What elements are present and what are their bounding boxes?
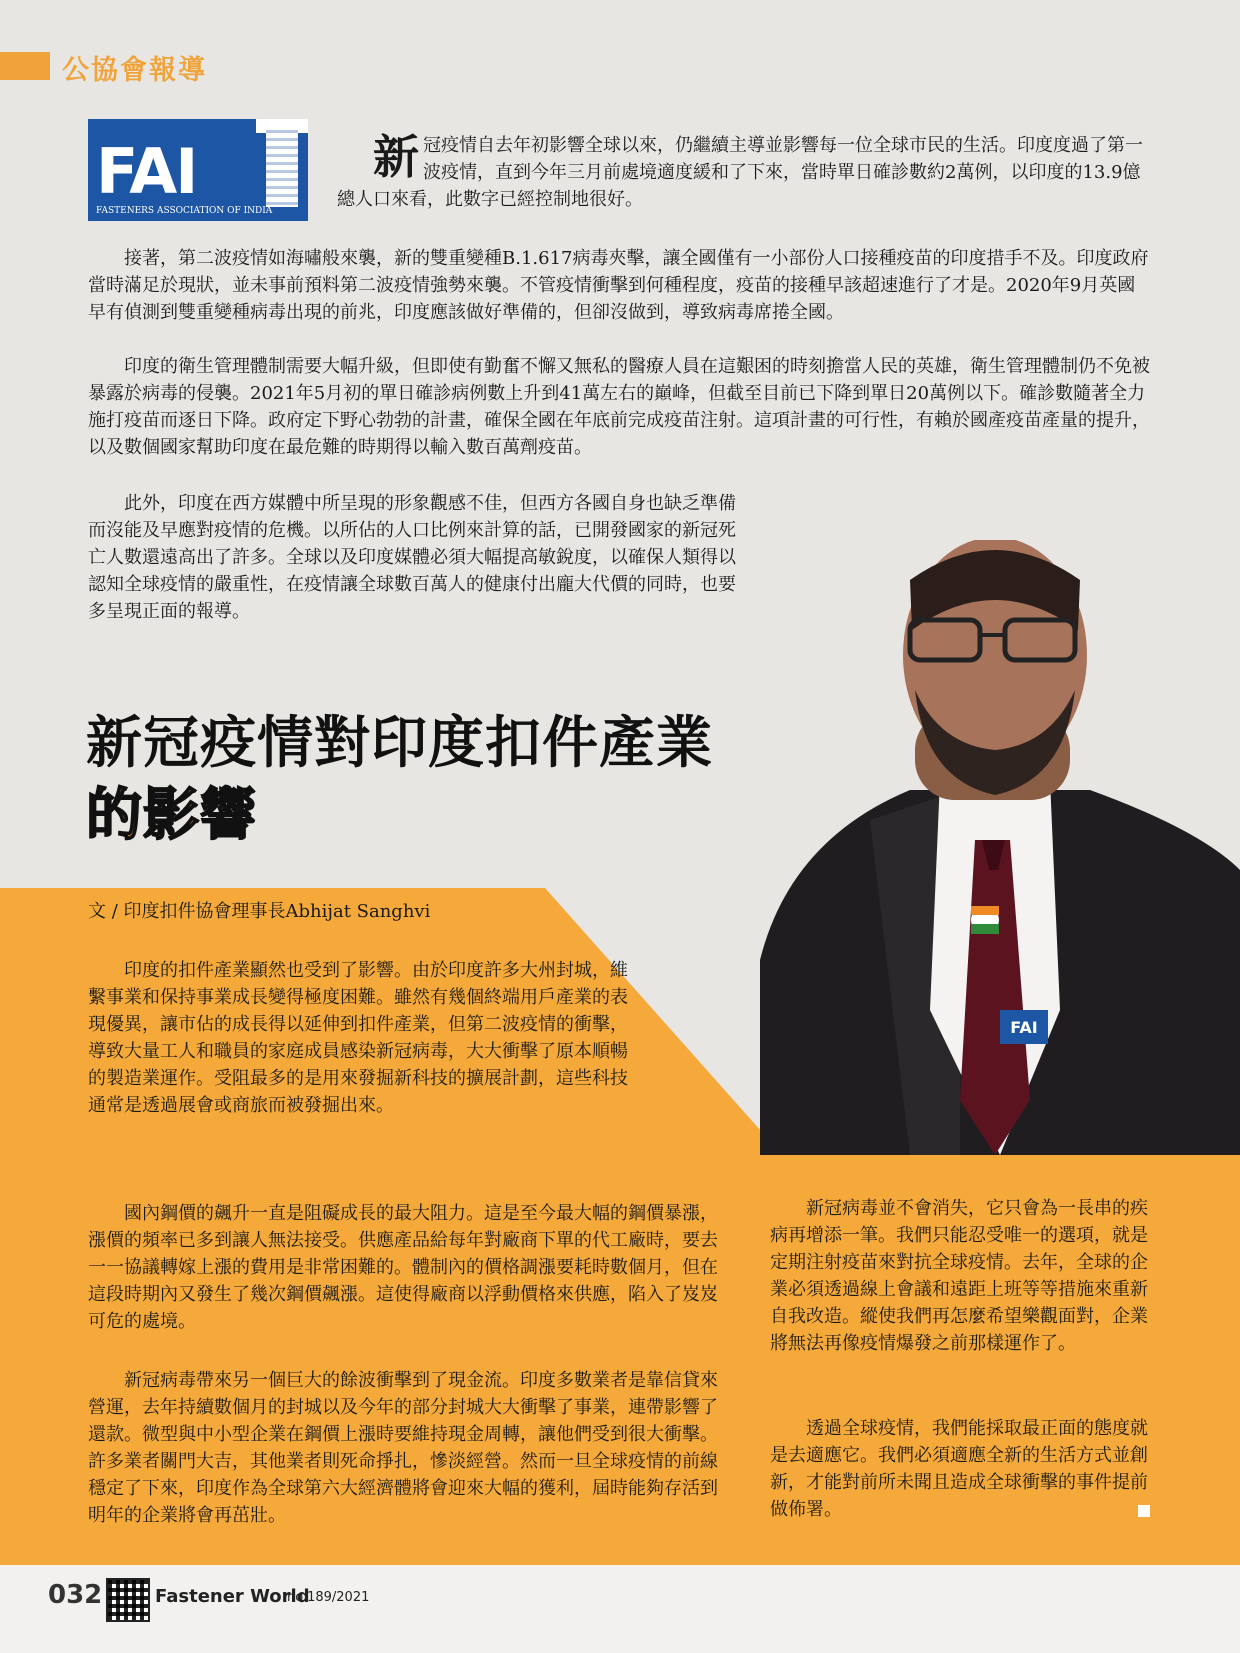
logo-text: FAI (96, 135, 197, 208)
page-number: 032 (48, 1580, 103, 1610)
magazine-name: Fastener World (155, 1586, 310, 1607)
issue-number: no.189/2021 (287, 1590, 370, 1605)
body-paragraph: 接著，第二波疫情如海嘯般來襲，新的雙重變種B.1.617病毒夾擊，讓全國僅有一小部份人口接種疫苗的印度措手不及。印度政府當時滿足於現狀，並未事前預料第二波疫情強勢來襲。不管疫情衝擊到何種程度，疫苗的接種早該超速進行了才是。2020年9月英國早有偵測到雙重變種病毒出現的前兆，印度應該做好準備的，但卻沒做到，導致病毒席捲全國。 (88, 248, 1149, 323)
author-photo (760, 540, 1240, 1155)
bolt-icon (266, 125, 298, 207)
body-paragraph: 此外，印度在西方媒體中所呈現的形象觀感不佳，但西方各國自身也缺乏準備而沒能及早應對疫情的危機。以所佔的人口比例來計算的話，已開發國家的新冠死亡人數還遠高出了許多。全球以及印度媒體必須大幅提高敏銳度，以確保人類得以認知全球疫情的嚴重性，在疫情讓全球數百萬人的健康付出龐大代價的同時，也要多呈現正面的報導。 (88, 493, 736, 622)
headline-line-1: 新冠疫情對印度扣件產業 (86, 711, 713, 776)
end-mark-icon (1138, 1505, 1150, 1517)
headline-line-2: 的影響 (86, 783, 257, 848)
article-paragraph: 透過全球疫情，我們能採取最正面的態度就是去適應它。我們必須適應全新的生活方式並創新，才能對前所未聞且造成全球衝擊的事件提前做佈署。 (770, 1418, 1148, 1520)
article-paragraph: 新冠病毒並不會消失，它只會為一長串的疾病再增添一筆。我們只能忍受唯一的選項，就是定期注射疫苗來對抗全球疫情。去年，全球的企業必須透過線上會議和遠距上班等等措施來重新自我改造。縱使我們再怎麼希望樂觀面對，企業將無法再像疫情爆發之前那樣運作了。 (770, 1198, 1148, 1354)
footer (0, 1565, 1240, 1653)
intro-text: 冠疫情自去年初影響全球以來，仍繼續主導並影響每一位全球市民的生活。印度度過了第一波疫情，直到今年三月前處境適度緩和了下來，當時單日確診數約2萬例，以印度的13.9億總人口來看，此數字已經控制地很好。 (337, 135, 1143, 210)
byline: 文 / 印度扣件協會理事長Abhijat Sanghvi (88, 901, 431, 922)
drop-cap: 新 (373, 130, 419, 184)
body-paragraph: 印度的衛生管理體制需要大幅升級，但即使有勤奮不懈又無私的醫療人員在這艱困的時刻擔當人民的英雄，衛生管理體制仍不免被暴露於病毒的侵襲。2021年5月初的單日確診病例數上升到41萬左右的巔峰，但截至目前已下降到單日20萬例以下。確診數隨著全力施打疫苗而逐日下降。政府定下野心勃勃的計畫，確保全國在年底前完成疫苗注射。這項計畫的可行性，有賴於國產疫苗產量的提升，以及數個國家幫助印度在最危難的時期得以輸入數百萬劑疫苗。 (88, 356, 1150, 458)
article-paragraph: 新冠病毒帶來另一個巨大的餘波衝擊到了現金流。印度多數業者是靠信貸來營運，去年持續數個月的封城以及今年的部分封城大大衝擊了事業，連帶影響了還款。微型與中小型企業在鋼價上漲時要維持現金周轉，讓他們受到很大衝擊。許多業者關門大吉，其他業者則死命掙扎，慘淡經營。然而一旦全球疫情的前線穩定了下來，印度作為全球第六大經濟體將會迎來大幅的獲利，屆時能夠存活到明年的企業將會再茁壯。 (88, 1370, 718, 1526)
fai-logo (88, 119, 308, 221)
article-paragraph: 印度的扣件產業顯然也受到了影響。由於印度許多大州封城，維繫事業和保持事業成長變得極度困難。雖然有幾個終端用戶產業的表現優異，讓市佔的成長得以延伸到扣件產業，但第二波疫情的衝擊，導致大量工人和職員的家庭成員感染新冠病毒，大大衝擊了原本順暢的製造業運作。受阻最多的是用來發掘新科技的擴展計劃，這些科技通常是透過展會或商旅而被發掘出來。 (88, 960, 628, 1116)
section-color-bar (0, 52, 50, 80)
headline (86, 708, 713, 852)
article-paragraph: 國內鋼價的飆升一直是阻礙成長的最大阻力。這是至今最大幅的鋼價暴漲，漲價的頻率已多到讓人無法接受。供應產品給每年對廠商下單的代工廠時，要去一一協議轉嫁上漲的費用是非常困難的。體制內的價格調漲要耗時數個月，但在這段時期內又發生了幾次鋼價飆漲。這使得廠商以浮動價格來供應，陷入了岌岌可危的處境。 (88, 1203, 718, 1332)
pin-text: FAI (1010, 1018, 1038, 1037)
logo-tagline: FASTENERS ASSOCIATION OF INDIA (96, 206, 273, 216)
qr-code-icon[interactable] (106, 1578, 150, 1622)
section-title: 公協會報導 (62, 55, 207, 86)
intro-paragraph (337, 132, 1152, 213)
